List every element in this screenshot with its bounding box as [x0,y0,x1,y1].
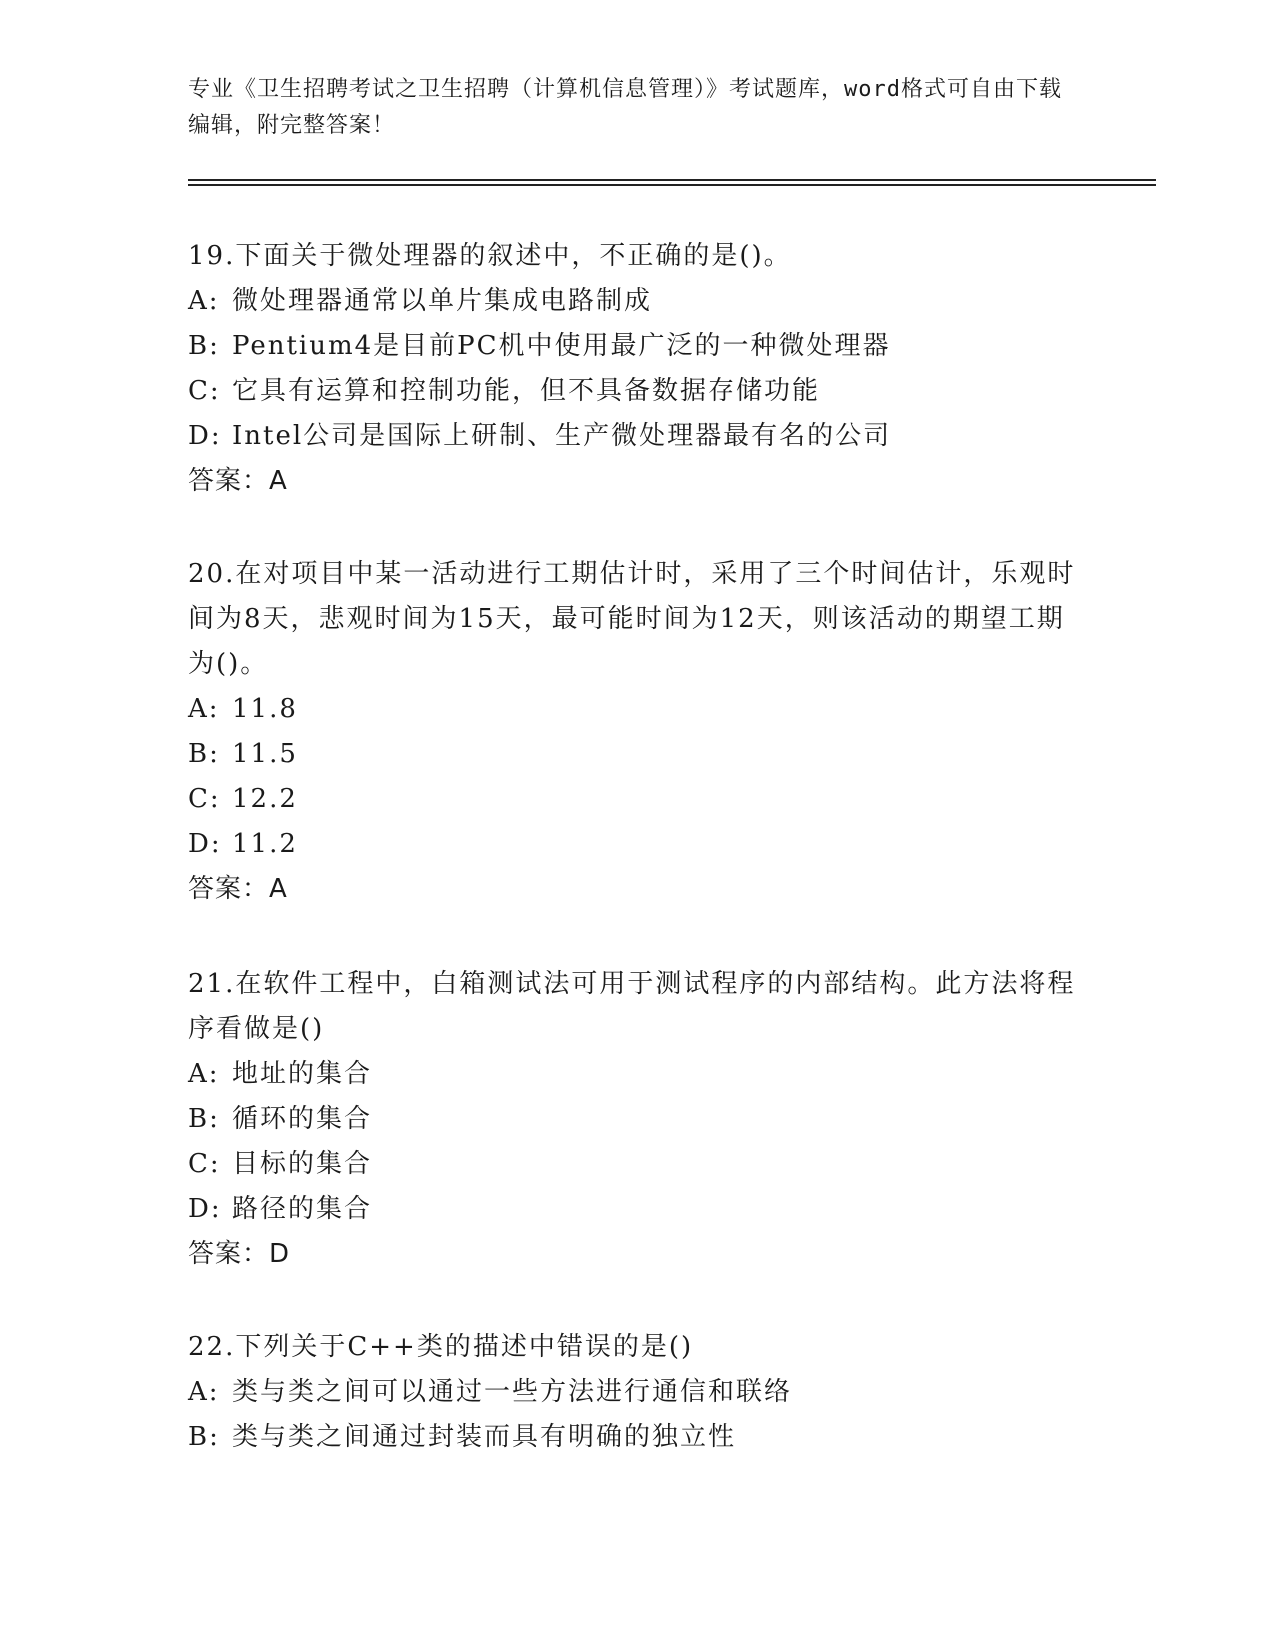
option-letter: C: [188,1149,221,1179]
option-text: 12.2 [232,784,298,814]
option-d [188,414,1088,459]
answer-line: 答案：D [188,1239,291,1269]
question-text: 20.在对项目中某一活动进行工期估计时，采用了三个时间估计，乐观时间为8天，悲观时间为15天，最可能时间为12天，则该活动的期望工期为()。 [188,559,1076,679]
option-text: 地址的集合 [232,1059,373,1089]
option-text: 11.8 [232,694,298,724]
option-a [188,1370,1088,1415]
option-letter: C: [188,784,221,814]
option-text: Intel公司是国际上研制、生产微处理器最有名的公司 [232,421,892,451]
option-c [188,777,1088,822]
option-letter: D: [188,1194,222,1224]
option-letter: D: [188,829,222,859]
header-divider-bottom [188,184,1156,186]
option-text: 它具有运算和控制功能，但不具备数据存储功能 [232,376,821,406]
option-letter: A: [188,1059,220,1089]
option-letter: A: [188,694,220,724]
option-text: 类与类之间通过封装而具有明确的独立性 [232,1422,737,1452]
option-text: Pentium4是目前PC机中使用最广泛的一种微处理器 [232,331,891,361]
option-a [188,1052,1088,1097]
option-text: 路径的集合 [232,1194,373,1224]
option-text: 11.5 [232,739,298,769]
question-20 [188,552,1088,912]
option-a [188,687,1088,732]
option-letter: B: [188,331,220,361]
option-d [188,822,1088,867]
option-letter: C: [188,376,221,406]
option-a [188,279,1088,324]
option-text: 类与类之间可以通过一些方法进行通信和联络 [232,1377,793,1407]
answer-line: 答案：A [188,466,288,496]
document-header: 专业《卫生招聘考试之卫生招聘（计算机信息管理）》考试题库，word格式可自由下载编辑，附完整答案！ [188,77,1062,138]
option-letter: A: [188,1377,220,1407]
answer-line: 答案：A [188,874,288,904]
option-letter: B: [188,1104,220,1134]
option-c [188,1142,1088,1187]
question-19 [188,234,1088,504]
question-text: 22.下列关于C++类的描述中错误的是() [188,1332,694,1362]
option-text: 循环的集合 [232,1104,373,1134]
question-text: 19.下面关于微处理器的叙述中，不正确的是()。 [188,241,792,271]
question-text: 21.在软件工程中，白箱测试法可用于测试程序的内部结构。此方法将程序看做是() [188,969,1076,1044]
option-text: 11.2 [232,829,298,859]
option-letter: B: [188,1422,220,1452]
question-21 [188,962,1088,1277]
option-letter: B: [188,739,220,769]
question-22 [188,1325,1088,1460]
option-letter: A: [188,286,220,316]
option-b [188,1097,1088,1142]
option-b [188,1415,1088,1460]
option-b [188,324,1088,369]
option-b [188,732,1088,777]
option-text: 目标的集合 [232,1149,373,1179]
option-d [188,1187,1088,1232]
header-divider-top [188,179,1156,181]
option-letter: D: [188,421,222,451]
option-c [188,369,1088,414]
option-text: 微处理器通常以单片集成电路制成 [232,286,653,316]
